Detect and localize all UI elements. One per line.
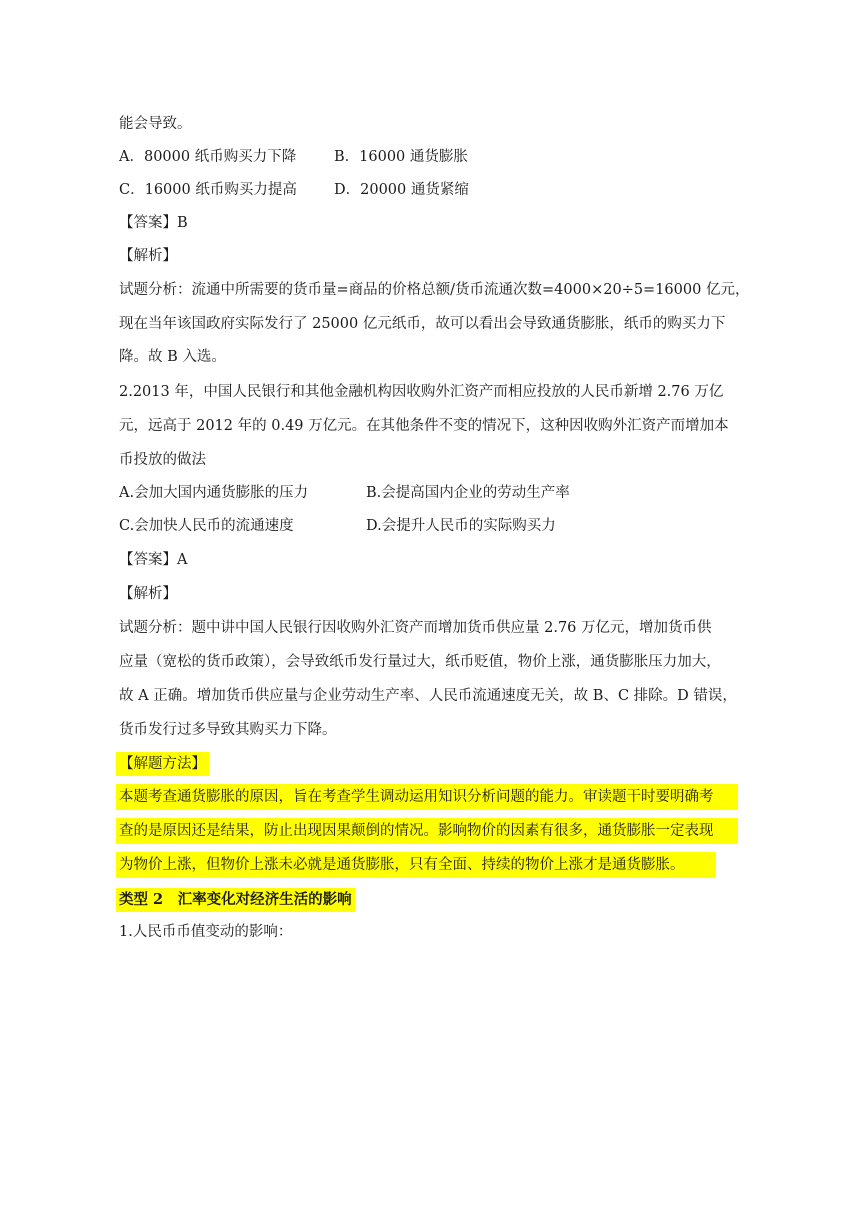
section-item: 1.人民币币值变动的影响：	[119, 924, 293, 940]
q2-stem-line: 2.2013 年，中国人民银行和其他金融机构因收购外汇资产而相应投放的人民币新增 2.76 万亿	[119, 384, 724, 400]
q2-options-row-1	[119, 483, 739, 503]
q2-analysis-label: 【解析】	[119, 586, 177, 602]
q1-stem-tail: 能会导致。	[119, 116, 192, 132]
q1-analysis-line: 现在当年该国政府实际发行了 25000 亿元纸币，故可以看出会导致通货膨胀，纸币的购买力下	[119, 316, 726, 332]
q1-answer: 【答案】B	[119, 215, 188, 231]
q2-analysis-line: 货币发行过多导致其购买力下降。	[119, 722, 337, 738]
q2-option-b: B.会提高国内企业的劳动生产率	[366, 485, 570, 501]
section-title	[119, 888, 355, 912]
q2-stem-line: 元，远高于 2012 年的 0.49 万亿元。在其他条件不变的情况下，这种因收购外汇资产而增加本	[119, 418, 729, 434]
method-line: 为物价上涨，但物价上涨未必就是通货膨胀，只有全面、持续的物价上涨才是通货膨胀。	[119, 857, 685, 873]
q2-options-row-2	[119, 516, 739, 536]
q1-analysis-line: 试题分析：流通中所需要的货币量=商品的价格总额/货币流通次数=4000×20÷5=16000 亿元，	[119, 282, 750, 298]
q1-option-a: A．80000 纸币购买力下降	[119, 149, 297, 165]
q2-answer: 【答案】A	[119, 552, 188, 568]
q2-option-d: D.会提升人民币的实际购买力	[366, 518, 556, 534]
q2-stem-line: 币投放的做法	[119, 452, 206, 468]
q2-analysis-line: 故 A 正确。增加货币供应量与企业劳动生产率、人民币流通速度无关，故 B、C 排除。D 错误，	[119, 688, 737, 704]
q2-option-c: C.会加快人民币的流通速度	[119, 518, 294, 534]
q1-options-row-2	[119, 180, 739, 200]
method-line: 本题考查通货膨胀的原因，旨在考查学生调动运用知识分析问题的能力。审读题干时要明确考	[119, 789, 714, 805]
method-line: 查的是原因还是结果，防止出现因果颠倒的情况。影响物价的因素有很多，通货膨胀一定表现	[119, 823, 714, 839]
q2-analysis-line: 应量（宽松的货币政策），会导致纸币发行量过大，纸币贬值，物价上涨，通货膨胀压力加大，	[119, 654, 721, 670]
method-label-text: 【解题方法】	[116, 752, 209, 776]
method-label	[119, 752, 209, 776]
q1-analysis-line: 降。故 B 入选。	[119, 349, 226, 365]
q1-option-c: C．16000 纸币购买力提高	[119, 182, 297, 198]
section-title-text: 类型 2 汇率变化对经济生活的影响	[116, 888, 355, 912]
q2-analysis-line: 试题分析：题中讲中国人民银行因收购外汇资产而增加货币供应量 2.76 万亿元，增加货币供	[119, 620, 712, 636]
q1-option-d: D．20000 通货紧缩	[334, 182, 469, 198]
q2-option-a: A.会加大国内通货膨胀的压力	[119, 485, 309, 501]
q1-analysis-label: 【解析】	[119, 248, 177, 264]
q1-option-b: B．16000 通货膨胀	[334, 149, 468, 165]
q1-options-row-1	[119, 147, 739, 167]
